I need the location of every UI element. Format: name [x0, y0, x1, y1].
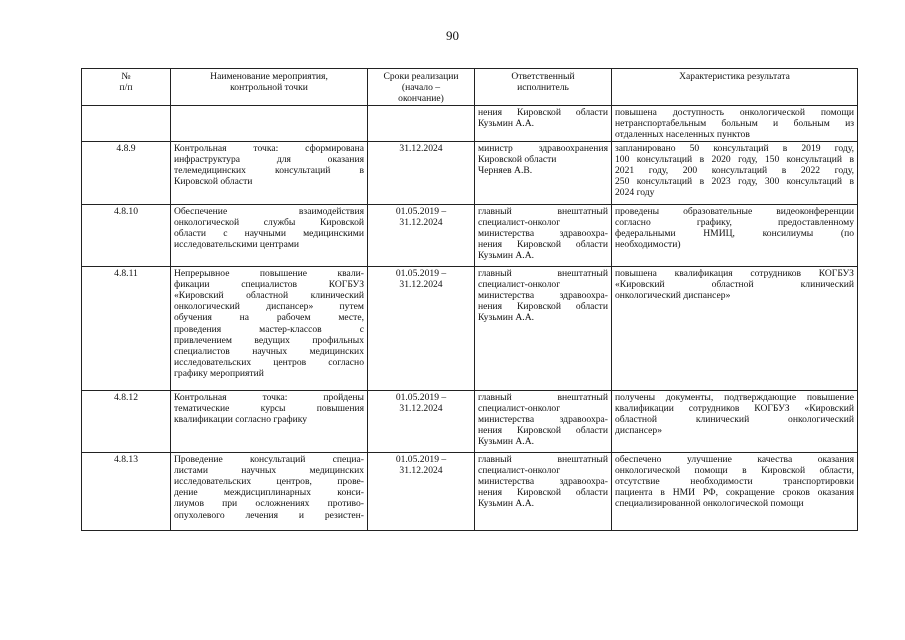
- cell-name: Обеспечение взаимодействия онкологической службы Кировской области с научными медицинскими исследовательскими центрами: [171, 204, 368, 266]
- cell-result: получены документы, подтверждающие повышение квалификации сотрудников КОГБУЗ «Кировский областной клинический онкологический диспансер»: [612, 390, 858, 452]
- table-row: [82, 266, 858, 390]
- table-row: [82, 452, 858, 530]
- header-executor: Ответственный исполнитель: [475, 69, 612, 106]
- cell-num: 4.8.11: [82, 266, 171, 390]
- header-result: Характеристика результата: [612, 69, 858, 106]
- cell-name: Непрерывное повышение квали- фикации специалистов КОГБУЗ «Кировский областной клинический онкологический диспансер» путем обучения на рабочем месте, проведения мастер-классов с привлечением ведущих профильных специалистов научных медицинских исследовательских центров согласно графику мероприятий: [171, 266, 368, 390]
- cell-result: проведены образовательные видеоконференции согласно графику, предоставленному федеральными НМИЦ, консилиумы (по необходимости): [612, 204, 858, 266]
- cell-executor: главный внештатный специалист-онколог министерства здравоохра- нения Кировской области Кузьмин А.А.: [475, 452, 612, 530]
- cell-name: Контрольная точка: пройдены тематические курсы повышения квалификации согласно графику: [171, 390, 368, 452]
- header-dates: Сроки реализации (начало – окончание): [368, 69, 475, 106]
- table-header-row: [82, 69, 858, 106]
- cell-num: 4.8.9: [82, 141, 171, 204]
- cell-dates: 01.05.2019 – 31.12.2024: [368, 266, 475, 390]
- cell-name: [171, 106, 368, 142]
- cell-dates: 31.12.2024: [368, 141, 475, 204]
- cell-executor: министр здравоохранения Кировской области Черняев А.В.: [475, 141, 612, 204]
- measures-table: [81, 68, 858, 531]
- cell-executor: нения Кировской области Кузьмин А.А.: [475, 106, 612, 142]
- cell-executor: главный внештатный специалист-онколог министерства здравоохра- нения Кировской области Кузьмин А.А.: [475, 204, 612, 266]
- header-name: Наименование мероприятия, контрольной точки: [171, 69, 368, 106]
- cell-name: Проведение консультаций специа- листами научных медицинских исследовательских центров, прове- дение междисциплинарных конси- лиумов при осложнениях противо- опухолевого лечения и резистен-: [171, 452, 368, 530]
- cell-executor: главный внештатный специалист-онколог министерства здравоохра- нения Кировской области Кузьмин А.А.: [475, 266, 612, 390]
- cell-result: обеспечено улучшение качества оказания онкологической помощи в Кировской области, отсутствие необходимости транспортировки пациента в НМИ РФ, сокращение сроков оказания специализированной онкологической помощи: [612, 452, 858, 530]
- cell-result: повышена доступность онкологической помощи нетранспортабельным больным и больным из отдаленных населенных пунктов: [612, 106, 858, 142]
- table-row: [82, 141, 858, 204]
- cell-num: [82, 106, 171, 142]
- cell-dates: 01.05.2019 – 31.12.2024: [368, 390, 475, 452]
- table-row: [82, 204, 858, 266]
- cell-name: Контрольная точка: сформирована инфраструктура для оказания телемедицинских консультаций в Кировской области: [171, 141, 368, 204]
- cell-num: 4.8.10: [82, 204, 171, 266]
- cell-dates: [368, 106, 475, 142]
- page-number: 90: [446, 28, 459, 43]
- cell-dates: 01.05.2019 – 31.12.2024: [368, 204, 475, 266]
- cell-executor: главный внештатный специалист-онколог министерства здравоохра- нения Кировской области Кузьмин А.А.: [475, 390, 612, 452]
- cell-num: 4.8.12: [82, 390, 171, 452]
- cell-num: 4.8.13: [82, 452, 171, 530]
- table-row: [82, 390, 858, 452]
- cell-result: повышена квалификация сотрудников КОГБУЗ «Кировский областной клинический онкологический диспансер»: [612, 266, 858, 390]
- cell-dates: 01.05.2019 – 31.12.2024: [368, 452, 475, 530]
- continuation-row: [82, 106, 858, 142]
- cell-result: запланировано 50 консультаций в 2019 году, 100 консультаций в 2020 году, 150 консультаций в 2021 году, 200 консультаций в 2022 году, 250 консультаций в 2023 году, 300 консультаций в 2024 году: [612, 141, 858, 204]
- header-num: № п/п: [82, 69, 171, 106]
